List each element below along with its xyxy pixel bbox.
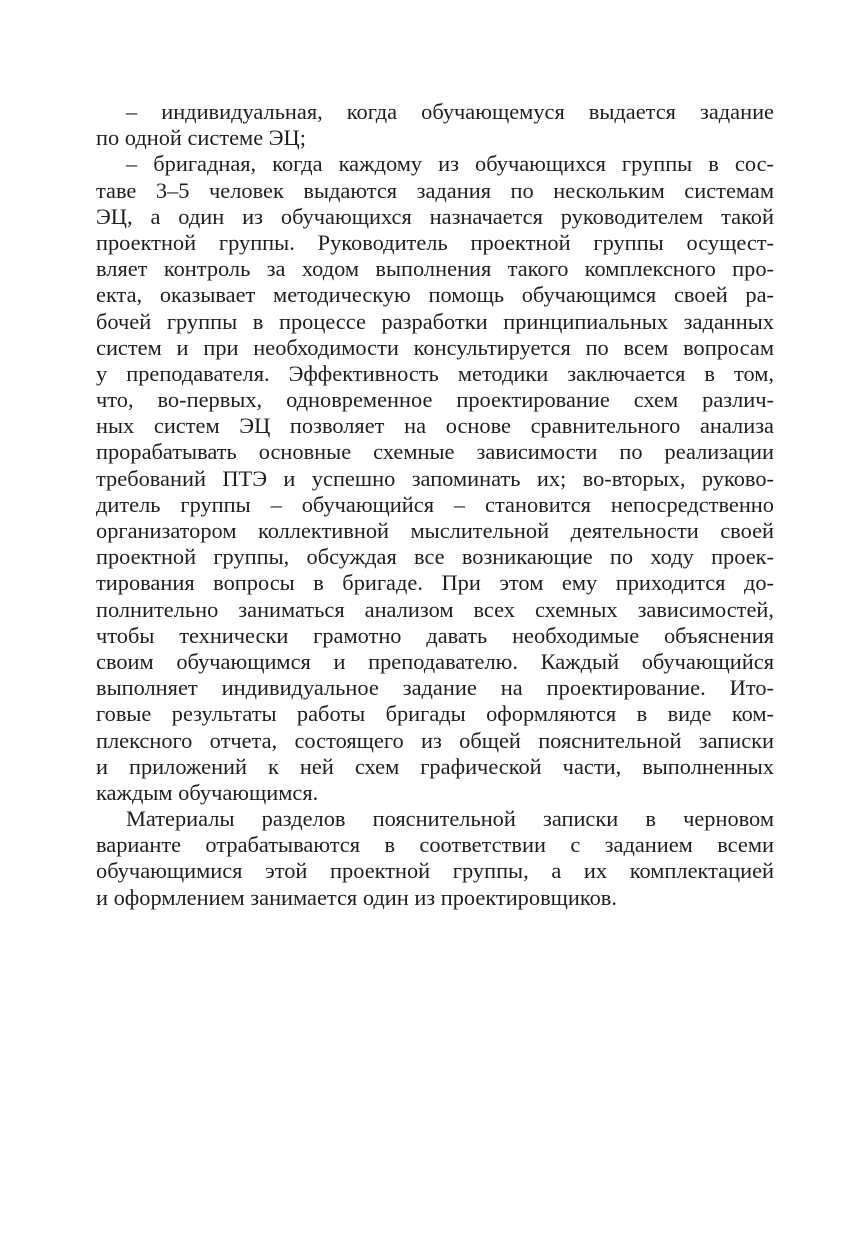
text-line: плексного отчета, состоящего из общей пояснительной записки [96,727,774,753]
text-line: и оформлением занимается один из проектировщиков. [96,884,617,910]
text-line: полнительно заниматься анализом всех схемных зависимостей, [96,596,774,622]
text-line: систем и при необходимости консультируется по всем вопросам [96,334,774,360]
text-line: проектной группы. Руководитель проектной группы осущест- [96,229,774,255]
text-line: по одной системе ЭЦ; [96,125,306,151]
text-line: таве 3–5 человек выдаются задания по нескольким системам [96,177,774,203]
paragraph-materials [96,806,774,911]
text-line: ЭЦ, а один из обучающихся назначается руководителем такой [96,203,774,229]
text-line: говые результаты работы бригады оформляются в виде ком- [96,701,774,727]
text-line: своим обучающимся и преподавателю. Каждый обучающийся [96,648,774,674]
text-line: ных систем ЭЦ позволяет на основе сравнительного анализа [96,413,774,439]
paragraph-brigade [96,151,774,806]
text-line: каждым обучающимся. [96,779,319,805]
text-line: варианте отрабатываются в соответствии с заданием всеми [96,832,774,858]
text-line: выполняет индивидуальное задание на проектирование. Ито- [96,675,774,701]
text-line: тирования вопросы в бригаде. При этом ему приходится до- [96,570,774,596]
paragraph-individual [96,99,774,151]
page-body [96,99,774,911]
text-line: и приложений к ней схем графической части, выполненных [96,753,774,779]
text-line: – индивидуальная, когда обучающемуся выдается задание [126,99,774,124]
text-line: прорабатывать основные схемные зависимости по реализации [96,439,774,465]
text-line: – бригадная, когда каждому из обучающихся группы в сос- [126,151,774,177]
text-line: екта, оказывает методическую помощь обучающимся своей ра- [96,282,774,308]
text-line: дитель группы – обучающийся – становится непосредственно [96,491,774,517]
text-line: бочей группы в процессе разработки принципиальных заданных [96,308,774,334]
text-line: вляет контроль за ходом выполнения такого комплексного про- [96,256,774,282]
text-line: организатором коллективной мыслительной деятельности своей [96,518,774,543]
text-line: требований ПТЭ и успешно запоминать их; во-вторых, руково- [96,465,774,491]
text-line: Материалы разделов пояснительной записки в черновом [126,806,774,832]
text-line: обучающимися этой проектной группы, а их комплектацией [96,858,774,884]
text-line: что, во-первых, одновременное проектирование схем различ- [96,387,774,413]
text-line: чтобы технически грамотно давать необходимые объяснения [96,622,774,648]
text-line: проектной группы, обсуждая все возникающие по ходу проек- [96,544,774,570]
text-line: у преподавателя. Эффективность методики заключается в том, [96,360,774,386]
